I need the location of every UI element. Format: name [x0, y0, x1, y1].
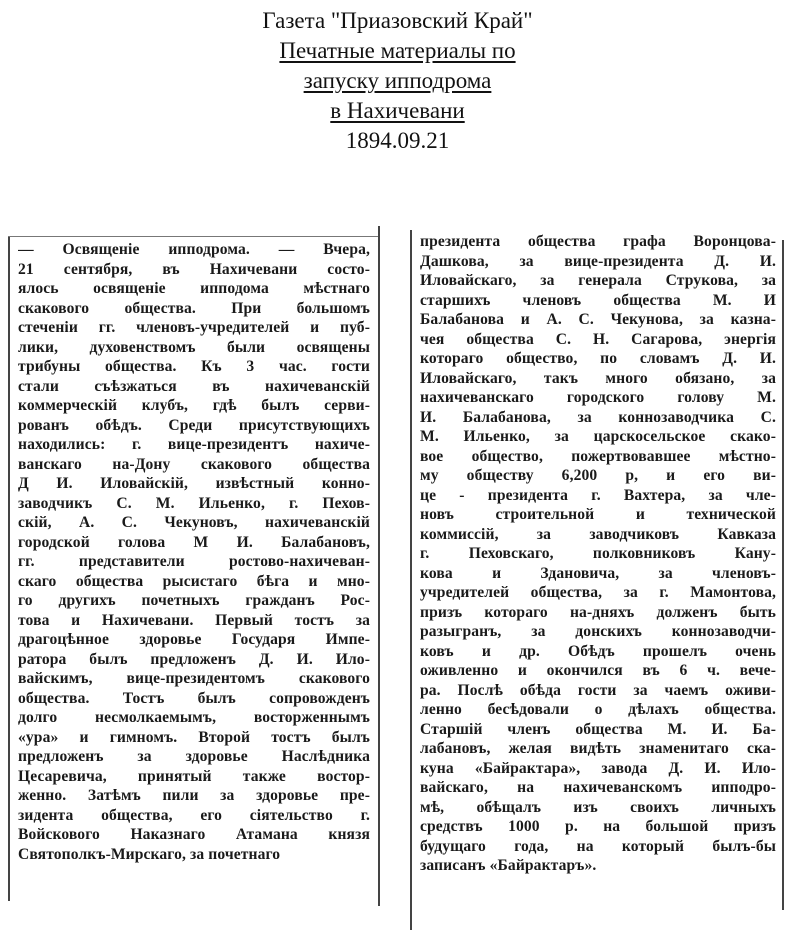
article-line: М. Ильенко, за царскосельское скако- [420, 428, 776, 445]
subtitle-line-3: в Нахичевани [330, 98, 465, 123]
article-line: городской голова М И. Балабановъ, [18, 533, 370, 551]
column-rule-top [8, 236, 380, 237]
article-line: стеченіи гг. членовъ-учредителей и пуб- [18, 319, 370, 336]
article-line: разыгранъ, за донскихъ коннозаводчи- [420, 623, 776, 640]
article-line: трибуны общества. Къ 3 час. гости [18, 358, 370, 375]
article-line: куна «Байрактара», завода Д. И. Ило- [420, 759, 776, 777]
article-line: зидента общества, его сіятельство г. [18, 806, 370, 824]
article-line: рованъ обѣдъ. Среди присутствующихъ [18, 416, 370, 434]
article-line: лики, духовенствомъ были освящены [18, 338, 370, 356]
article-line: долго несмолкаемымъ, восторженнымъ [18, 709, 370, 726]
article-line: И. Балабанова, за коннозаводчика С. [420, 408, 776, 426]
article-line: това и Нахичевани. Первый тостъ за [18, 611, 370, 629]
article-line: записанъ «Байрактаръ». [420, 857, 597, 874]
article-line: ялось освященіе ипподома мѣстнаго [18, 280, 370, 297]
column-rule-middle [378, 226, 380, 906]
article-line: средствъ 1000 р. на большой призъ [420, 818, 776, 835]
article-line: це - президента г. Вахтера, за чле- [420, 486, 776, 504]
article-line: стали съѣзжаться въ нахичеванскій [18, 377, 370, 395]
article-line: учредителей общества, за г. Мамонтова, [420, 584, 776, 601]
article-line: Балабанова и А. С. Чекунова, за казна- [420, 311, 776, 328]
article-line: нахичеванскаго городского голову М. [420, 389, 776, 406]
article-line: мѣ, обѣщалъ изъ своихъ личныхъ [420, 798, 776, 816]
article-line: Святополкъ-Мирскаго, за почетнаго [18, 845, 281, 863]
article-line: Иловайскаго, за генерала Струкова, за [420, 272, 776, 289]
article-line: го другихъ почетныхъ гражданъ Рос- [18, 592, 370, 609]
article-line: Войскового Наказнаго Атамана князя [18, 826, 370, 843]
article-line: «ура» и гимномъ. Второй тостъ былъ [18, 728, 370, 746]
article-line: старшихъ членовъ общества М. И [420, 291, 776, 309]
article-line: му обществу 6,200 р, и его ви- [420, 467, 776, 484]
article-line: ванскаго на-Дону скакового общества [18, 455, 370, 473]
article-line: скакового общества. При большомъ [18, 299, 370, 317]
article-line: лабановъ, желая видѣть знаменитаго ска- [420, 740, 776, 757]
newspaper-title: Газета "Приазовский Край" [262, 8, 533, 33]
article-line: чея общества С. Н. Сагарова, энергія [420, 330, 776, 348]
article-line: находились: г. вице-президентъ нахиче- [18, 436, 370, 453]
article-line: котораго общество, по словамъ Д. И. [420, 350, 776, 367]
article-line: Дашкова, за вице-президента Д. И. [420, 252, 776, 270]
article-line: коммиссій, за заводчиковъ Кавказа [420, 525, 776, 543]
article-line: ленно бесѣдовали о дѣлахъ общества. [420, 701, 776, 718]
article-line: ковъ и др. Обѣдъ прошелъ очень [420, 642, 776, 660]
article-line: скій, А. С. Чекуновъ, нахичеванскій [18, 514, 370, 531]
article-line: женно. Затѣмъ пили за здоровье пре- [18, 787, 370, 804]
article-line: — Освященіе ипподрома. — Вчера, [18, 241, 370, 258]
article-line: драгоцѣнное здоровье Государя Импе- [18, 631, 370, 648]
article-column-right [420, 232, 776, 876]
column-rule-left [8, 236, 10, 901]
article-line: Д И. Иловайскій, извѣстный конно- [18, 475, 370, 492]
article-line: Цесаревича, принятый также востор- [18, 767, 370, 785]
article-line: оживленно и окончился въ 6 ч. вече- [420, 662, 776, 679]
article-column-left [18, 240, 370, 864]
article-line: вайскаго, на нахичеванскомъ ипподро- [420, 779, 776, 796]
document-header [0, 6, 795, 156]
subtitle-line-2: запуску ипподрома [303, 68, 492, 93]
article-line: заводчикъ С. М. Ильенко, г. Пехов- [18, 494, 370, 512]
column-rule-middle-right [410, 230, 412, 930]
article-line: вое общество, пожертвовавшее мѣстно- [420, 447, 776, 465]
subtitle-line-1: Печатные материалы по [279, 38, 516, 63]
article-line: Иловайскаго, такъ много обязано, за [420, 369, 776, 387]
article-line: предложенъ за здоровье Наслѣдника [18, 748, 370, 765]
document-date: 1894.09.21 [345, 128, 450, 153]
article-line: призъ котораго на-дняхъ долженъ быть [420, 603, 776, 621]
article-line: кова и Здановича, за членовъ- [420, 564, 776, 582]
article-line: ра. Послѣ обѣда гости за чаемъ оживи- [420, 681, 776, 699]
column-rule-right [782, 240, 784, 910]
article-line: вайскимъ, вице-президентомъ скакового [18, 670, 370, 687]
article-line: общества. Тостъ былъ сопровожденъ [18, 689, 370, 707]
article-line: будущаго года, на который былъ-бы [420, 837, 776, 855]
article-line: новъ строительной и технической [420, 506, 776, 523]
article-line: 21 сентября, въ Нахичевани состо- [18, 260, 370, 278]
article-line: Старшій членъ общества М. И. Ба- [420, 720, 776, 738]
article-line: скаго общества рысистаго бѣга и мно- [18, 572, 370, 590]
article-line: ратора былъ предложенъ Д. И. Ило- [18, 650, 370, 668]
article-line: г. Пеховскаго, полковниковъ Кану- [420, 545, 776, 562]
article-line: президента общества графа Воронцова- [420, 233, 776, 250]
article-line: коммерческій клубъ, гдѣ былъ серви- [18, 397, 370, 414]
article-line: гг. представители ростово-нахичеван- [18, 553, 370, 570]
